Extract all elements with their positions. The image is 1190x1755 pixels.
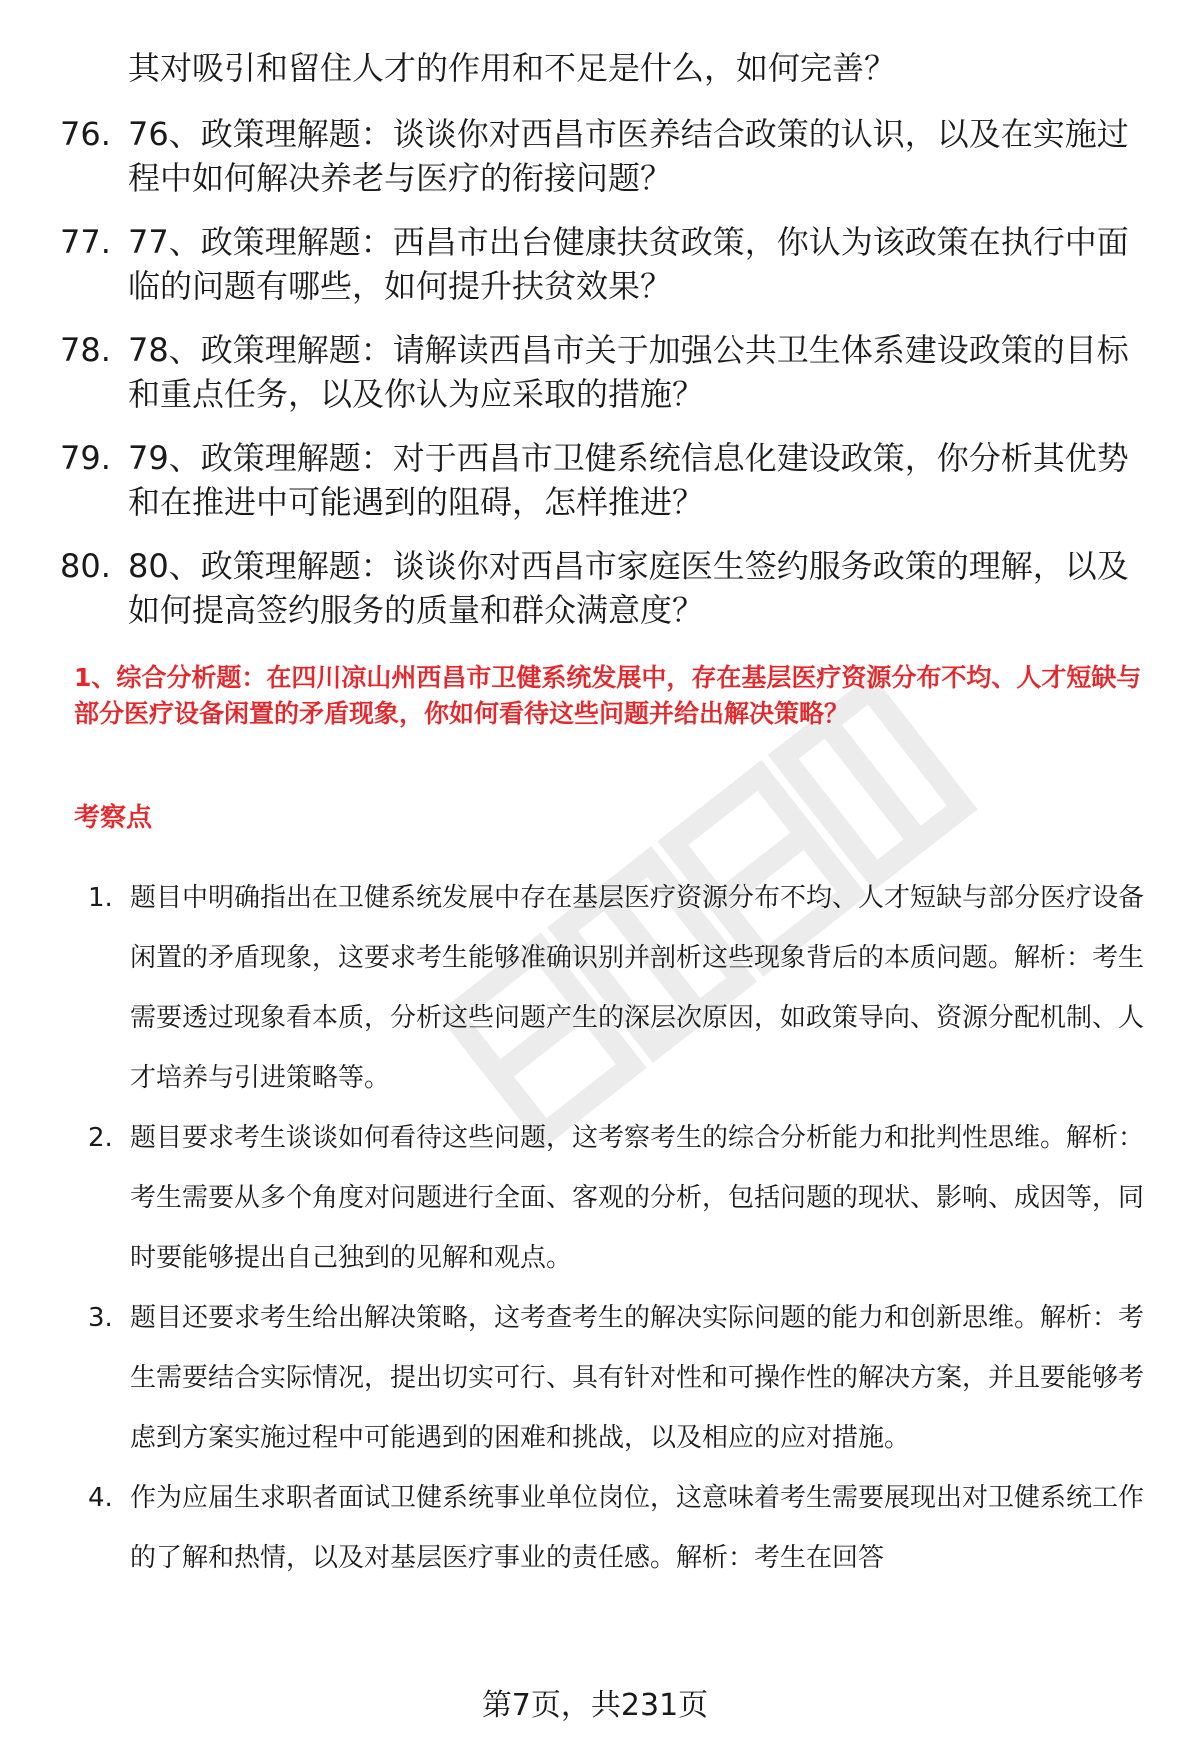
section-title: 1、综合分析题：在四川凉山州西昌市卫健系统发展中，存在基层医疗资源分布不均、人才短缺与部分医疗设备闲置的矛盾现象，你如何看待这些问题并给出解决策略？ — [74, 663, 1142, 728]
list-item — [60, 436, 1160, 524]
list-item — [88, 1468, 1158, 1588]
question-text: 77、政策理解题：西昌市出台健康扶贫政策，你认为该政策在执行中面临的问题有哪些，如何提升扶贫效果？ — [128, 223, 1129, 305]
list-item — [88, 1108, 1158, 1288]
question-text: 78、政策理解题：请解读西昌市关于加强公共卫生体系建设政策的目标和重点任务，以及你认为应采取的措施？ — [128, 331, 1129, 413]
list-item — [60, 328, 1160, 416]
subhead-key-points: 考察点 — [74, 803, 153, 833]
question-number: 76. — [60, 115, 111, 153]
question-number: 80. — [60, 547, 111, 585]
list-item — [88, 868, 1158, 1108]
question-list — [60, 112, 1160, 652]
question-text: 76、政策理解题：谈谈你对西昌市医养结合政策的认识，以及在实施过程中如何解决养老与医疗的衔接问题？ — [128, 115, 1129, 197]
point-number: 2. — [88, 1123, 113, 1153]
question-number: 79. — [60, 439, 111, 477]
key-point-list — [88, 868, 1158, 1588]
point-text: 作为应届生求职者面试卫健系统事业单位岗位，这意味着考生需要展现出对卫健系统工作的了解和热情，以及对基层医疗事业的责任感。解析：考生在回答 — [130, 1483, 1145, 1573]
list-item — [88, 1288, 1158, 1468]
point-number: 4. — [88, 1483, 113, 1513]
question-number: 78. — [60, 331, 111, 369]
question-continuation: 其对吸引和留住人才的作用和不足是什么，如何完善？ — [128, 49, 897, 87]
point-text: 题目还要求考生给出解决策略，这考查考生的解决实际问题的能力和创新思维。解析：考生需要结合实际情况，提出切实可行、具有针对性和可操作性的解决方案，并且要能够考虑到方案实施过程中可能遇到的困难和挑战，以及相应的应对措施。 — [130, 1303, 1145, 1453]
question-number: 77. — [60, 223, 111, 261]
point-number: 1. — [88, 883, 113, 913]
question-text: 80、政策理解题：谈谈你对西昌市家庭医生签约服务政策的理解，以及如何提高签约服务的质量和群众满意度？ — [128, 547, 1129, 629]
point-number: 3. — [88, 1303, 113, 1333]
question-text: 79、政策理解题：对于西昌市卫健系统信息化建设政策，你分析其优势和在推进中可能遇到的阻碍，怎样推进？ — [128, 439, 1129, 521]
page-footer: 第7页，共231页 — [481, 1688, 709, 1723]
point-text: 题目要求考生谈谈如何看待这些问题，这考察考生的综合分析能力和批判性思维。解析：考生需要从多个角度对问题进行全面、客观的分析，包括问题的现状、影响、成因等，同时要能够提出自己独到的见解和观点。 — [130, 1123, 1145, 1273]
list-item — [60, 112, 1160, 200]
list-item — [60, 220, 1160, 308]
list-item — [60, 544, 1160, 632]
point-text: 题目中明确指出在卫健系统发展中存在基层医疗资源分布不均、人才短缺与部分医疗设备闲置的矛盾现象，这要求考生能够准确识别并剖析这些现象背后的本质问题。解析：考生需要透过现象看本质，分析这些问题产生的深层次原因，如政策导向、资源分配机制、人才培养与引进策略等。 — [130, 883, 1145, 1093]
